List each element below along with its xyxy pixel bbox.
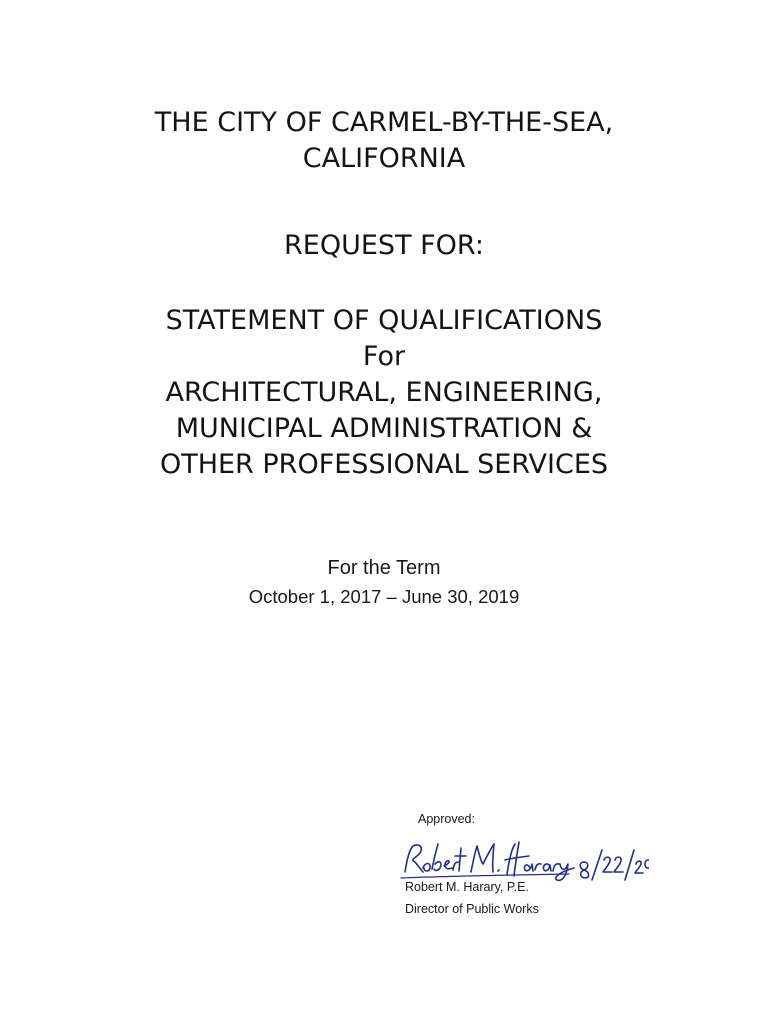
subject-line: STATEMENT OF QUALIFICATIONS	[165, 305, 603, 336]
handwritten-signature	[399, 834, 649, 884]
approved-label: Approved:	[418, 812, 475, 826]
signer-name: Robert M. Harary, P.E.	[405, 880, 529, 894]
request-heading-block	[0, 228, 768, 264]
subject-line: OTHER PROFESSIONAL SERVICES	[159, 449, 609, 480]
subject-line: ARCHITECTURAL, ENGINEERING,	[165, 377, 603, 408]
city-title	[0, 105, 768, 177]
subject-block	[0, 303, 768, 483]
term-dates: October 1, 2017 – June 30, 2019	[248, 586, 520, 607]
request-heading: REQUEST FOR:	[284, 230, 484, 261]
subject-line: For	[362, 341, 406, 372]
state-title-line: CALIFORNIA	[302, 143, 466, 174]
term-block	[0, 553, 768, 611]
term-heading: For the Term	[327, 557, 441, 579]
subject-line: MUNICIPAL ADMINISTRATION &	[175, 413, 593, 444]
signer-title: Director of Public Works	[405, 902, 539, 916]
city-title-line: THE CITY OF CARMEL-BY-THE-SEA,	[154, 107, 614, 138]
